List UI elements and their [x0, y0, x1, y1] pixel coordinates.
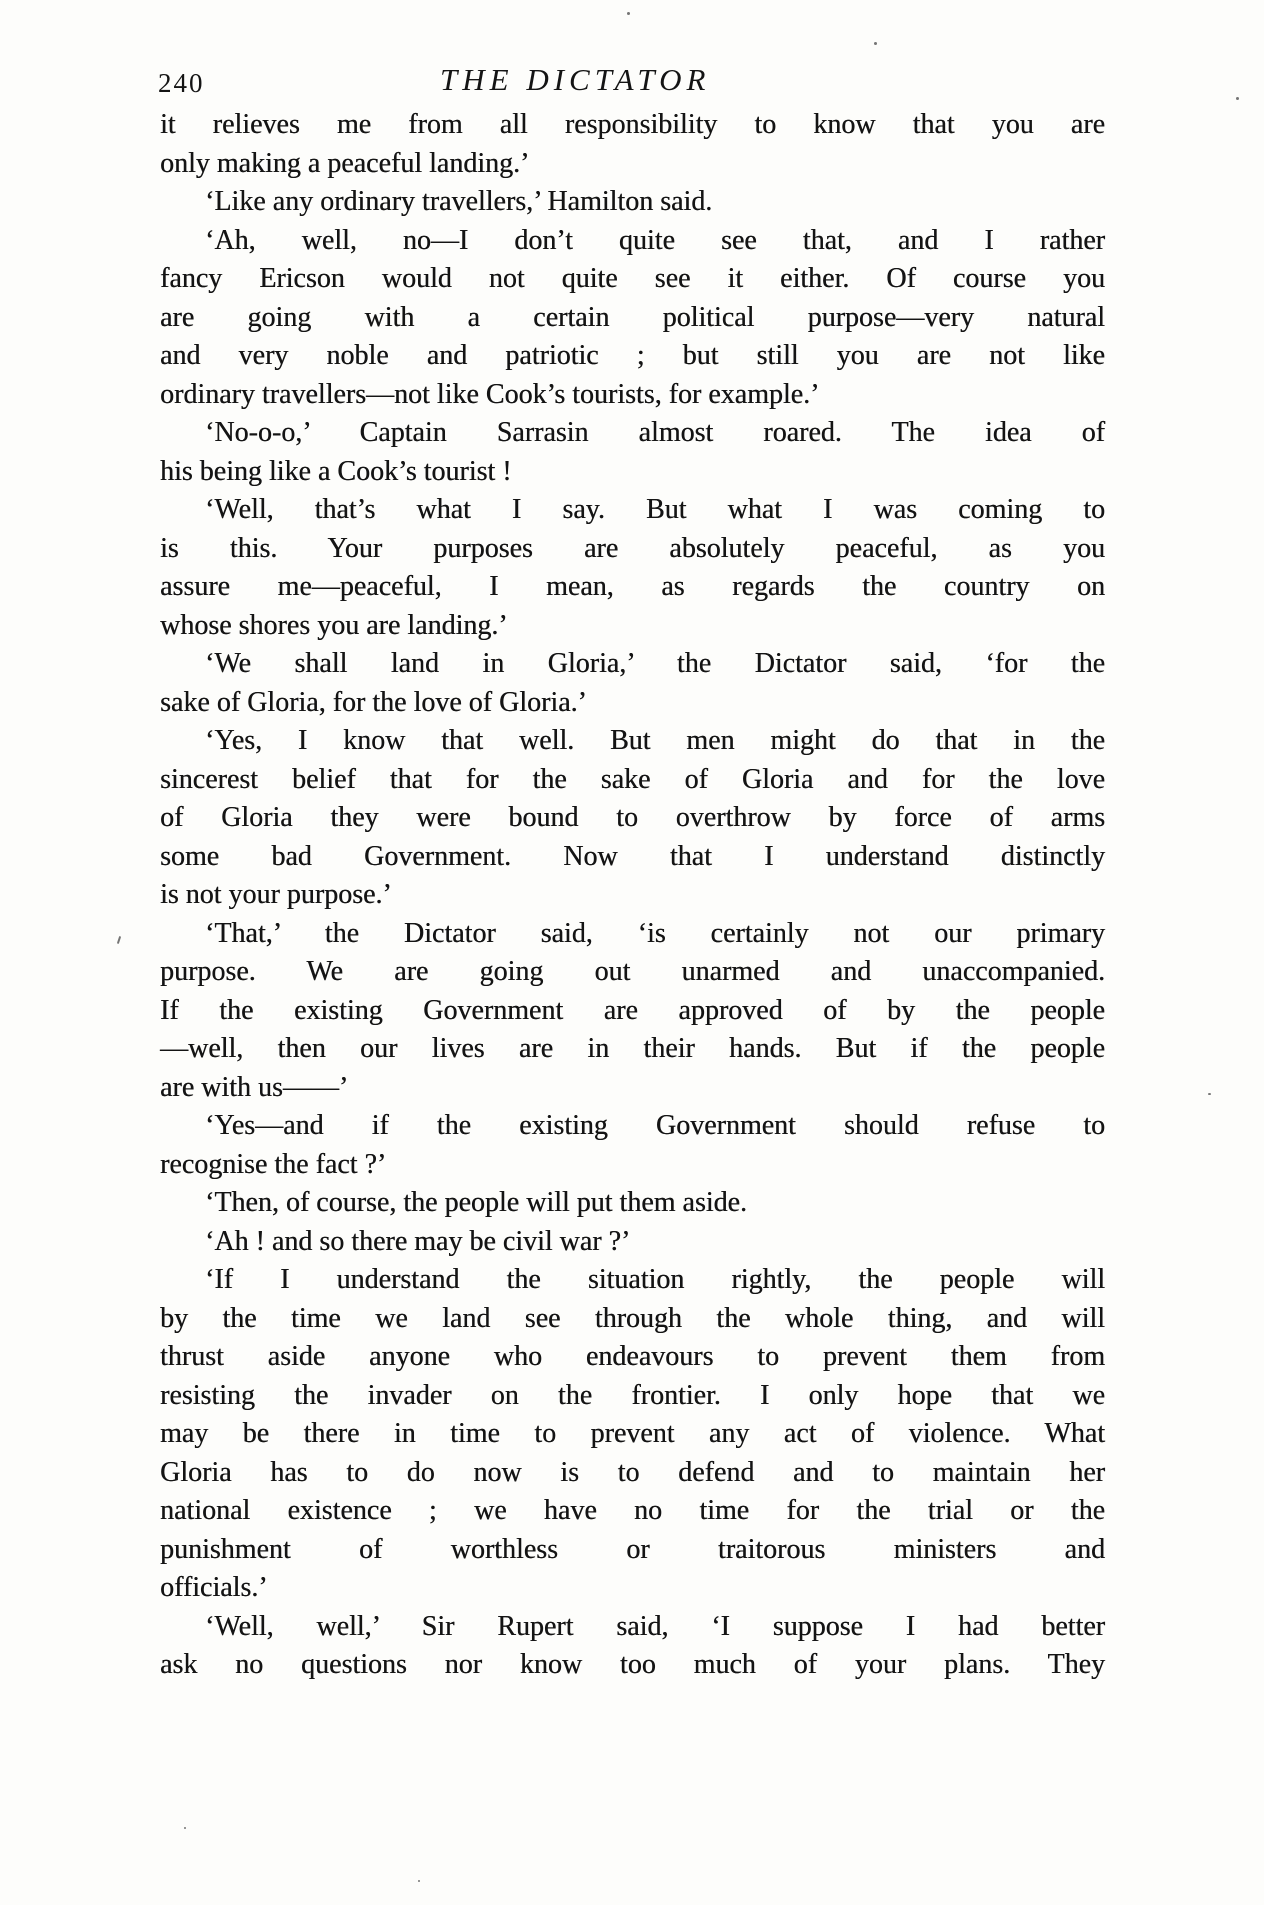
text-line: ‘Then, of course, the people will put them aside. [205, 1187, 747, 1218]
text-line: ‘If I understand the situation rightly, the people will [205, 1264, 1105, 1295]
scan-speck [1208, 1093, 1211, 1095]
text-line: whose shores you are landing.’ [160, 609, 508, 641]
text-line: If the existing Government are approved of by the people [160, 994, 1105, 1026]
text-line: ‘Ah, well, no—I don’t quite see that, and I rather [205, 224, 1105, 256]
text-line: some bad Government. Now that I understand distinctly [160, 840, 1105, 872]
text-line: his being like a Cook’s tourist ! [160, 455, 512, 487]
text-line: and very noble and patriotic ; but still you are not like [160, 340, 1105, 371]
scan-speck [117, 936, 121, 944]
scan-speck [184, 1827, 186, 1829]
text-line: —well, then our lives are in their hands. But if the people [160, 1033, 1105, 1064]
scan-speck [1236, 97, 1239, 100]
text-line: ordinary travellers—not like Cook’s tourists, for example.’ [160, 378, 820, 410]
text-line: fancy Ericson would not quite see it either. Of course you [160, 263, 1105, 294]
text-line: ‘Ah ! and so there may be civil war ?’ [205, 1225, 631, 1257]
text-line: is this. Your purposes are absolutely peaceful, as you [160, 532, 1105, 564]
text-line: resisting the invader on the frontier. I only hope that we [160, 1379, 1105, 1411]
text-line: purpose. We are going out unarmed and unaccompanied. [160, 956, 1105, 987]
text-line: are with us——’ [160, 1071, 349, 1103]
text-line: Gloria has to do now is to defend and to maintain her [160, 1456, 1105, 1488]
text-line: ask no questions nor know too much of your plans. They [160, 1649, 1105, 1680]
page-body [160, 106, 1105, 1685]
page-number: 240 [158, 68, 205, 98]
scan-speck [874, 42, 877, 45]
text-line: may be there in time to prevent any act of violence. What [160, 1418, 1105, 1449]
text-line: punishment of worthless or traitorous ministers and [160, 1533, 1105, 1565]
text-line: ‘No-o-o,’ Captain Sarrasin almost roared. The idea of [205, 417, 1105, 448]
text-line: are going with a certain political purpose—very natural [160, 301, 1105, 333]
text-line: national existence ; we have no time for the trial or the [160, 1495, 1105, 1526]
text-line: assure me—peaceful, I mean, as regards the country on [160, 571, 1105, 602]
text-line: ‘That,’ the Dictator said, ‘is certainly not our primary [205, 917, 1105, 949]
text-line: only making a peaceful landing.’ [160, 147, 530, 179]
scan-speck [627, 12, 630, 15]
text-line: recognise the fact ?’ [160, 1148, 387, 1180]
text-line: sake of Gloria, for the love of Gloria.’ [160, 686, 587, 718]
running-header-title: THE DICTATOR [440, 62, 711, 97]
text-line: ‘Yes—and if the existing Government should refuse to [205, 1110, 1105, 1141]
text-line: is not your purpose.’ [160, 879, 392, 910]
text-line: sincerest belief that for the sake of Gloria and for the love [160, 763, 1105, 795]
text-line: ‘We shall land in Gloria,’ the Dictator said, ‘for the [205, 648, 1105, 679]
text-line: ‘Yes, I know that well. But men might do that in the [205, 725, 1105, 756]
text-line: by the time we land see through the whole thing, and will [160, 1302, 1105, 1334]
text-line: officials.’ [160, 1572, 268, 1603]
scan-speck [418, 1880, 420, 1882]
text-line: ‘Like any ordinary travellers,’ Hamilton said. [205, 186, 713, 217]
text-line: of Gloria they were bound to overthrow by force of arms [160, 802, 1105, 833]
text-line: thrust aside anyone who endeavours to prevent them from [160, 1341, 1105, 1372]
text-line: ‘Well, that’s what I say. But what I was coming to [205, 494, 1105, 525]
text-line: ‘Well, well,’ Sir Rupert said, ‘I suppose I had better [205, 1610, 1105, 1642]
text-line: it relieves me from all responsibility to know that you are [160, 109, 1105, 140]
